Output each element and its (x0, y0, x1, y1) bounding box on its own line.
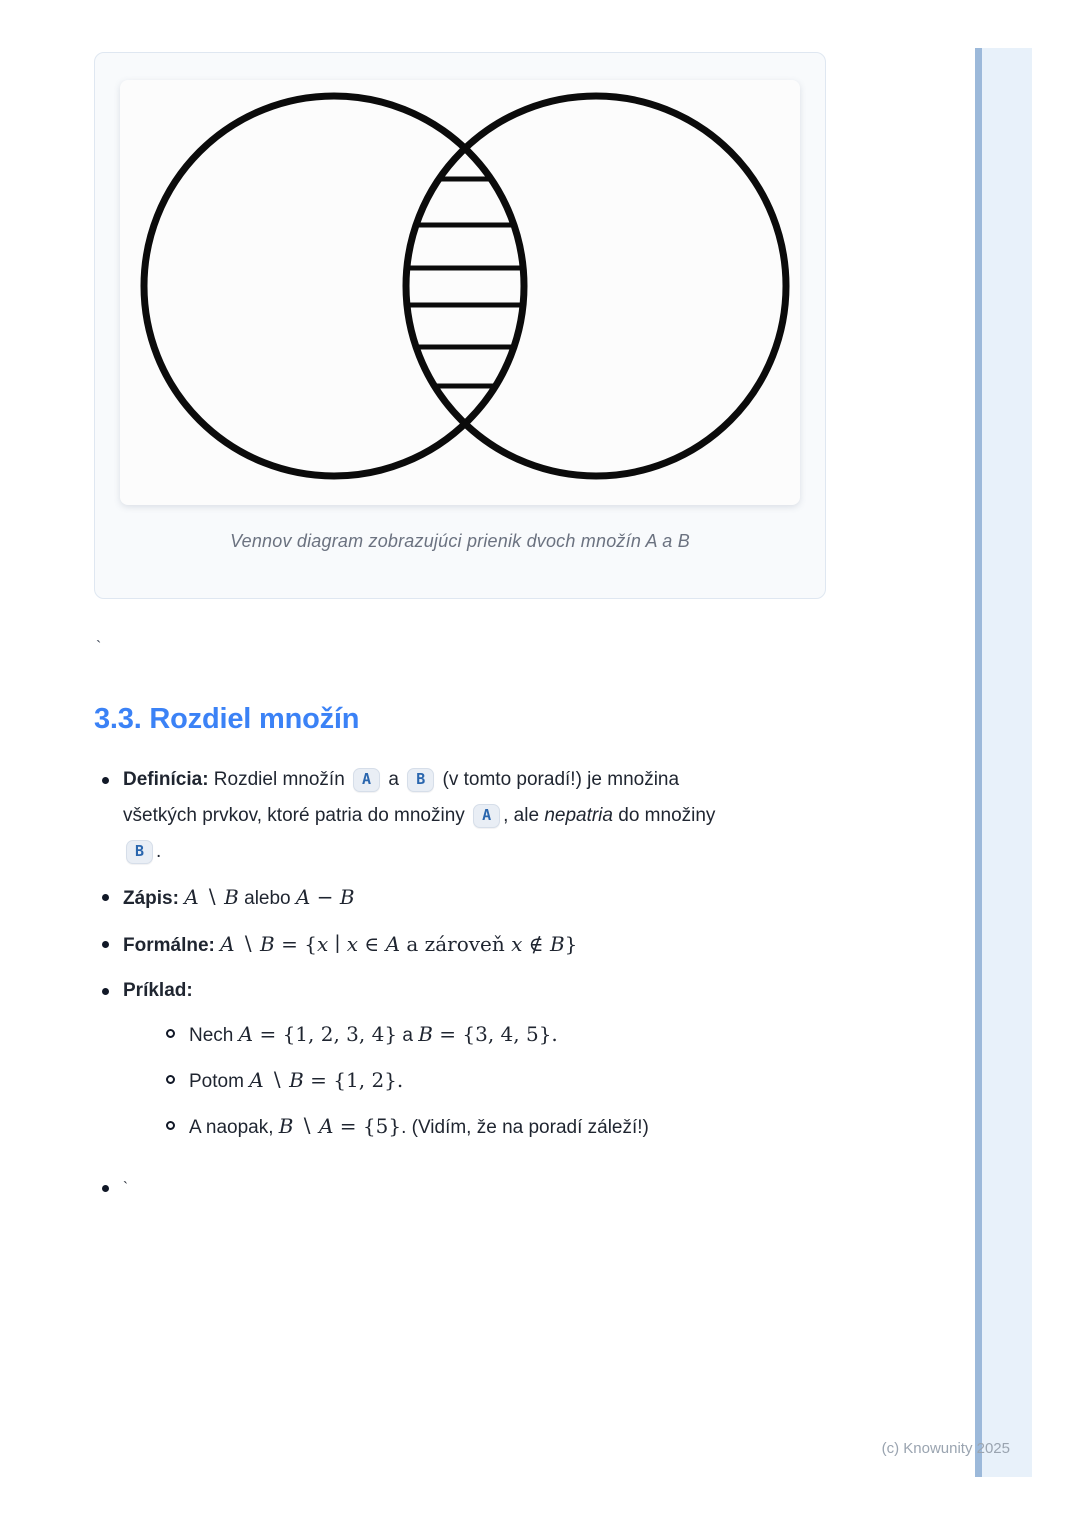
list-item-text (123, 879, 826, 917)
math-var: A (184, 885, 199, 909)
list-item-empty (94, 1170, 826, 1206)
definition-list (94, 762, 826, 1206)
math-op: ∖ (293, 1114, 319, 1138)
figure-image (120, 80, 800, 505)
inline-code-badge-b: B (126, 840, 153, 864)
inline-code-badge-a: A (473, 804, 500, 828)
math-var: x (316, 932, 329, 956)
text-segment: . (Vidím, že na poradí záleží!) (401, 1117, 649, 1138)
math-var: x (511, 932, 523, 956)
inline-code-badge-a: A (353, 768, 380, 792)
bullet-marker (94, 879, 123, 917)
math-var: B (224, 885, 239, 909)
math-set: = {5} (333, 1114, 402, 1138)
math-var: A (295, 885, 311, 909)
stray-backtick-top: ` (96, 639, 102, 656)
math-period: . (551, 1022, 558, 1046)
text-segment: Rozdiel množín (208, 769, 351, 790)
text-segment: do množiny (612, 805, 716, 826)
bullet-marker (94, 762, 123, 870)
inline-code-badge-b: B (407, 768, 434, 792)
list-item-text (123, 926, 826, 964)
section-heading: 3.3. Rozdiel množín (94, 703, 360, 735)
math-var: A (318, 1114, 334, 1138)
term-label: Formálne: (123, 935, 215, 956)
text-segment: a (397, 1025, 419, 1046)
set-b-circle (406, 96, 786, 476)
list-item-priklad (94, 973, 826, 1154)
list-item-text (123, 973, 826, 1154)
math-var: B (549, 932, 565, 956)
term-label: Príklad: (123, 980, 193, 1001)
sublist-item-text (189, 1062, 826, 1100)
figure-card (94, 52, 826, 599)
text-segment: Potom (189, 1071, 250, 1092)
math-op: ∉ (522, 932, 550, 956)
sublist-item-text (189, 1108, 826, 1146)
sublist-item-text (189, 1016, 826, 1054)
venn-diagram-svg (120, 80, 800, 505)
math-op: ∖ (198, 885, 225, 909)
term-label: Definícia: (123, 769, 209, 790)
math-var: A (238, 1022, 254, 1046)
math-set: = {1, 2, 3, 4} (253, 1022, 398, 1046)
sublist-item (157, 1016, 826, 1054)
sublist-item (157, 1062, 826, 1100)
list-item-formalne (94, 926, 826, 964)
math-set: = {1, 2} (303, 1068, 397, 1092)
math-set: = {3, 4, 5} (432, 1022, 552, 1046)
math-op: = { (274, 932, 317, 956)
math-var: A (220, 932, 235, 956)
math-op: } (564, 932, 578, 956)
math-var: x (346, 932, 359, 956)
circle-bullet-marker (157, 1062, 189, 1100)
emphasized-word: nepatria (544, 805, 613, 826)
text-segment: alebo (238, 888, 296, 909)
math-var: B (289, 1068, 304, 1092)
set-a-circle (144, 96, 524, 476)
list-item-zapis (94, 879, 826, 917)
page-edge-strip (975, 48, 1032, 1477)
figure-caption: Vennov diagram zobrazujúci prienik dvoch množín A a B (230, 531, 690, 551)
footer-copyright: (c) Knowunity 2025 (881, 1440, 1010, 1457)
math-op: ∖ (263, 1068, 290, 1092)
math-var: B (339, 885, 355, 909)
math-op: ∈ (358, 932, 386, 956)
text-segment: , ale (503, 805, 545, 826)
text-segment: všetkých prvkov, ktoré patria do množiny (123, 805, 471, 826)
text-segment: (v tomto poradí!) je množina (437, 769, 680, 790)
math-var: A (249, 1068, 264, 1092)
text-segment: A naopak, (189, 1117, 279, 1138)
list-item-text (123, 762, 826, 870)
stray-backtick-bottom: ` (123, 1179, 128, 1196)
math-op: ∣ (328, 932, 347, 956)
math-var: B (260, 932, 275, 956)
math-op: ∖ (234, 932, 261, 956)
math-var: B (278, 1114, 294, 1138)
math-op: − (310, 885, 340, 909)
intersection-hatch (390, 179, 540, 386)
text-segment: a (383, 769, 405, 790)
document-page (94, 52, 826, 1215)
sublist-item (157, 1108, 826, 1146)
term-label: Zápis: (123, 888, 179, 909)
bullet-marker (94, 926, 123, 964)
math-var: A (385, 932, 401, 956)
list-item-definicia (94, 762, 826, 870)
text-segment: . (156, 841, 162, 862)
bullet-marker (94, 1170, 123, 1206)
text-segment: Nech (189, 1025, 239, 1046)
example-sublist (157, 1016, 826, 1146)
circle-bullet-marker (157, 1108, 189, 1146)
math-var: B (418, 1022, 433, 1046)
bullet-marker (94, 973, 123, 1154)
circle-bullet-marker (157, 1016, 189, 1054)
math-text: a zároveň (400, 932, 512, 956)
math-period: . (396, 1068, 404, 1092)
